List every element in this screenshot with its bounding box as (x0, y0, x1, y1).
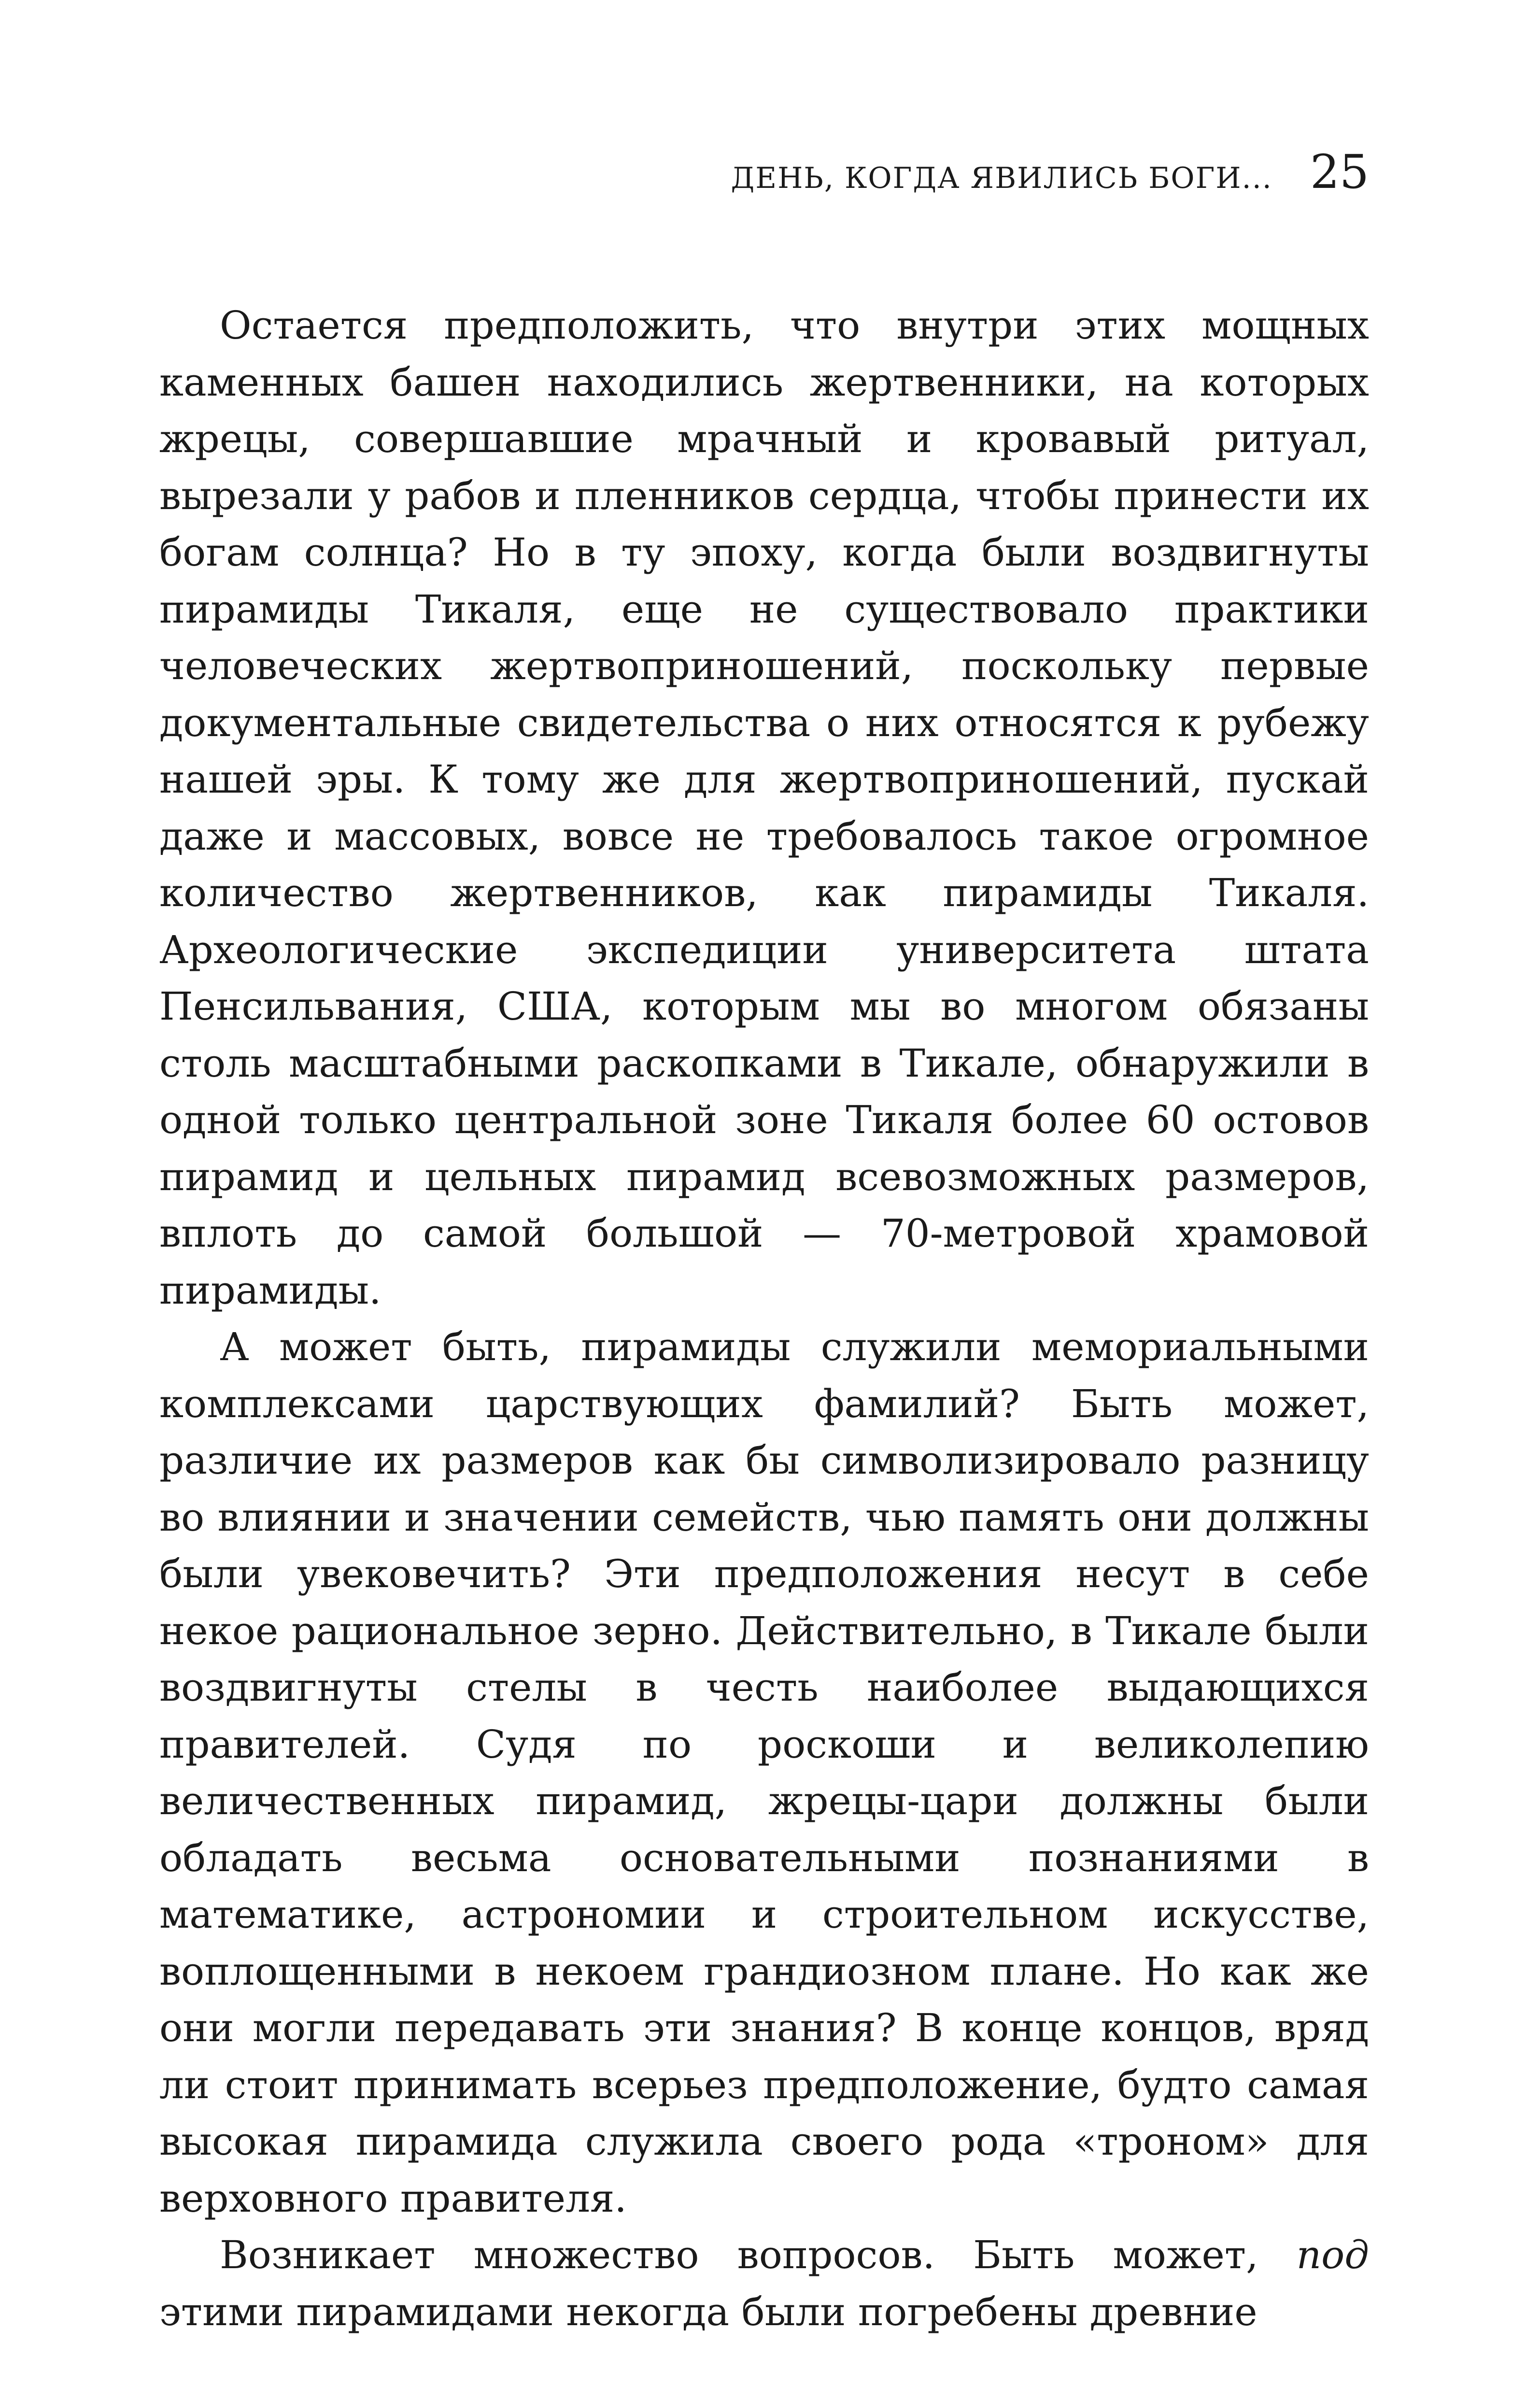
paragraph-1: Остается предположить, что внутри этих мощных каменных башен находились жертвенники, на которых жрецы, совершавшие мрачный и кровавый ритуал, вырезали у рабов и пленников сердца, чтобы принести их богам солнца? Но в ту эпоху, когда были воздвигнуты пирамиды Тикаля, еще не существовало практики человеческих жертвоприношений, поскольку первые документальные свидетельства о них относятся к рубежу нашей эры. К тому же для жертвоприношений, пускай даже и массовых, вовсе не требовалось такое огромное количество жертвенников, как пирамиды Тикаля. Археологические экспедиции университета штата Пенсильвания, США, которым мы во многом обязаны столь масштабными раскопками в Тикале, обнаружили в одной только центральной зоне Тикаля более 60 остовов пирамид и цельных пирамид всевозможных размеров, вплоть до самой большой — 70-метровой храмовой пирамиды. (159, 303, 1369, 1313)
page-number: 25 (1310, 145, 1369, 199)
paragraph-3 (159, 2227, 1369, 2340)
running-head (159, 145, 1369, 217)
paragraph-3-start: Возникает множество вопросов. Быть может, (220, 2232, 1297, 2277)
book-page (159, 145, 1369, 2340)
chapter-title: ДЕНЬ, КОГДА ЯВИЛИСЬ БОГИ... (731, 161, 1272, 195)
body-text (159, 297, 1369, 2340)
paragraph-3-end: этими пирамидами некогда были погребены древние (159, 2289, 1257, 2334)
paragraph-2: А может быть, пирамиды служили мемориальными комплексами царствующих фамилий? Быть может, различие их размеров как бы символизировало разницу во влиянии и значении семейств, чью память они должны были увековечить? Эти предположения несут в себе некое рациональное зерно. Действительно, в Тикале были воздвигнуты стелы в честь наиболее выдающихся правителей. Судя по роскоши и великолепию величественных пирамид, жрецы-цари должны были обладать весьма основательными познаниями в математике, астрономии и строительном искусстве, воплощенными в некоем грандиозном плане. Но как же они могли передавать эти знания? В конце концов, вряд ли стоит принимать всерьез предположение, будто самая высокая пирамида служила своего рода «троном» для верховного правителя. (159, 1324, 1369, 2221)
emphasis-word: под (1296, 2232, 1369, 2277)
